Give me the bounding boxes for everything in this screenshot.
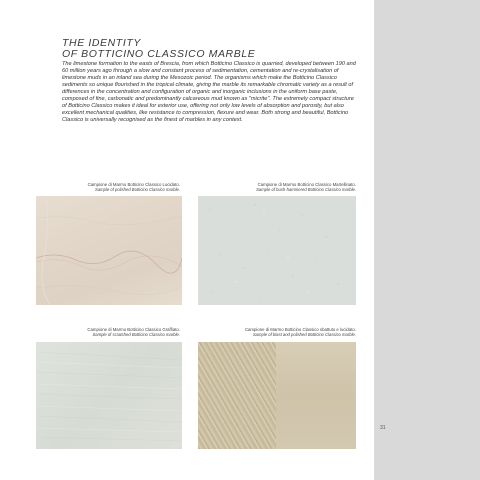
caption-italian: Campione di Marmo Botticino Classico Martellinato. (257, 182, 356, 187)
sample-caption-blast-polished (216, 327, 356, 338)
sample-caption-polished (62, 182, 180, 193)
title-line-2: OF BOTTICINO CLASSICO MARBLE (62, 48, 256, 60)
intro-paragraph: The limestone formation to the easts of Brescia, from which Botticino Classico is quarried, developed between 190 and 60 million years ago through a slow and constant process of sedimentation, cementation and re-crystalisation of limestone muds in an inland sea during the Mesozoic period. The organisms which make the Botticino Classico sediments so unique flourished in the tropical climate, giving the marble its remarkable chromatic variety as a result of differences in the concentration and configuration of organic and inorganic inclusions in the uniform base paste, composed of fine, carbonatic and predominantly calcareous mud known as "micrite". The extremely compact structure of Botticino Classico makes it ideal for exterior use, offering not only low levels of absorption and porosity, but also excellent mechanical qualities, like resistance to compression, flexure and wear. Both strong and beautiful, Botticino Classico is universally recognised as the finest of marbles in any context. (62, 61, 356, 124)
caption-english: Sample of bush-hammered Botticino Classico marble. (256, 187, 356, 193)
marble-veins (36, 196, 182, 305)
caption-english: Sample of scratched Botticino Classico marble. (92, 332, 180, 338)
caption-english: Sample of polished Botticino Classico marble. (95, 187, 180, 193)
scratched-marble-image (36, 342, 182, 449)
blasted-texture (198, 342, 276, 449)
blast-polished-marble-image (198, 342, 356, 449)
caption-english: Sample of blast and polished Botticino Classico marble. (252, 332, 356, 338)
page-number: 31 (380, 425, 386, 431)
polished-marble-image (36, 196, 182, 305)
side-margin-band (374, 0, 480, 480)
bush-hammered-marble-image (198, 196, 356, 305)
caption-italian: Campione di Marmo Botticino Classico Lucidato. (87, 182, 180, 187)
polished-texture (276, 342, 356, 449)
title-line-1: THE IDENTITY (62, 37, 141, 49)
scratch-texture (36, 342, 182, 449)
sample-caption-scratched (62, 327, 180, 338)
stone-texture (198, 196, 356, 305)
caption-italian: Campione di Marmo Botticino Classico Graffiato. (87, 327, 180, 332)
page-title (62, 38, 352, 60)
sample-caption-bush-hammered (216, 182, 356, 193)
caption-italian: Campione di Marmo Botticino Classico sbattuto e lucidato. (244, 327, 356, 332)
